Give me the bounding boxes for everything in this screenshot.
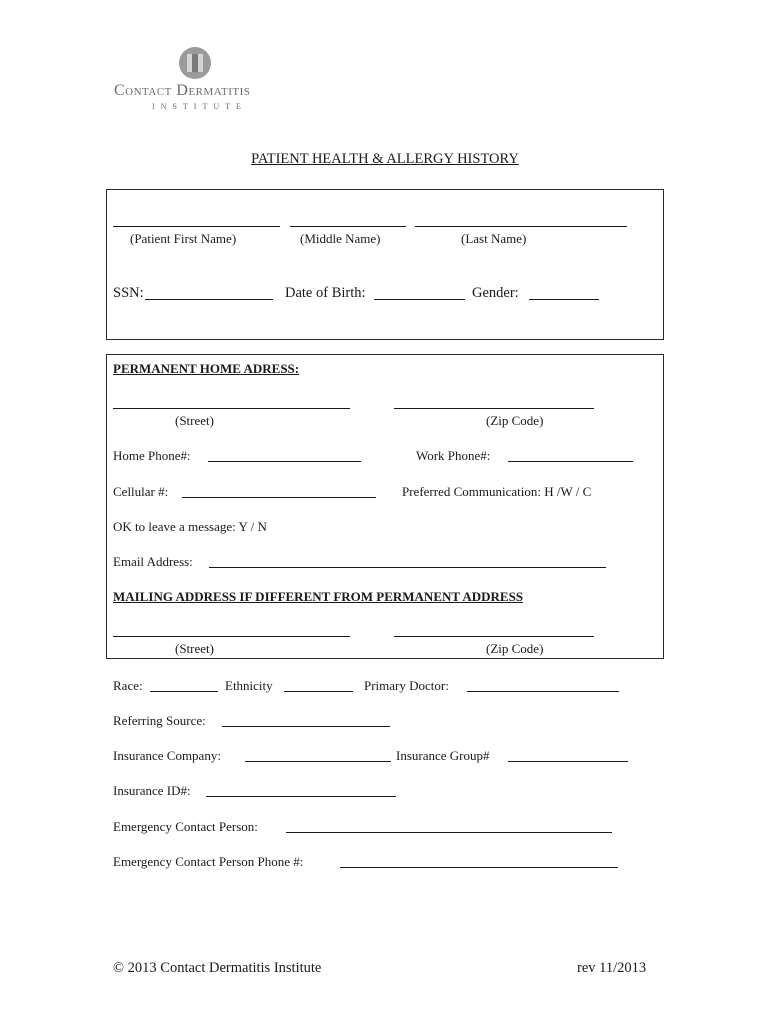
home-address-box [106, 354, 664, 659]
patient-info-box [106, 189, 664, 340]
email-field[interactable] [209, 567, 606, 568]
emergency-contact-field[interactable] [286, 832, 612, 833]
insurance-group-label: Insurance Group# [396, 748, 490, 763]
insurance-company-label: Insurance Company: [113, 748, 221, 763]
middle-name-field[interactable] [290, 226, 406, 227]
last-name-field[interactable] [415, 226, 627, 227]
email-label: Email Address: [113, 554, 193, 569]
ssn-field[interactable] [145, 299, 273, 300]
mailing-address-header: MAILING ADDRESS IF DIFFERENT FROM PERMANENT ADDRESS [113, 589, 524, 604]
gender-field[interactable] [529, 299, 599, 300]
insurance-id-field[interactable] [206, 796, 396, 797]
dob-field[interactable] [374, 299, 465, 300]
street-label: (Street) [175, 413, 214, 428]
referring-source-field[interactable] [222, 726, 390, 727]
home-address-header: PERMANENT HOME ADRESS: [113, 361, 300, 376]
footer-copyright: © 2013 Contact Dermatitis Institute [113, 960, 322, 976]
footer-revision: rev 11/2013 [577, 960, 647, 976]
work-phone-label: Work Phone#: [416, 448, 491, 463]
emergency-phone-field[interactable] [340, 867, 618, 868]
referring-source-label: Referring Source: [113, 713, 206, 728]
page-title: PATIENT HEALTH & ALLERGY HISTORY [251, 151, 519, 167]
work-phone-field[interactable] [508, 461, 633, 462]
insurance-group-field[interactable] [508, 761, 628, 762]
cellular-label: Cellular #: [113, 484, 169, 499]
race-label: Race: [113, 678, 143, 693]
insurance-company-field[interactable] [245, 761, 391, 762]
zip-field[interactable] [394, 408, 594, 409]
cellular-field[interactable] [182, 497, 376, 498]
emergency-contact-label: Emergency Contact Person: [113, 819, 258, 834]
primary-doctor-label: Primary Doctor: [364, 678, 449, 693]
first-name-label: (Patient First Name) [130, 231, 237, 246]
mailing-street-label: (Street) [175, 641, 214, 656]
primary-doctor-field[interactable] [467, 691, 619, 692]
street-field[interactable] [113, 408, 350, 409]
home-phone-field[interactable] [208, 461, 361, 462]
ethnicity-field[interactable] [284, 691, 353, 692]
ethnicity-label: Ethnicity [225, 678, 273, 693]
logo [108, 44, 280, 116]
zip-label: (Zip Code) [486, 413, 544, 428]
gender-label: Gender: [472, 285, 519, 301]
mailing-zip-label: (Zip Code) [486, 641, 544, 656]
ssn-label: SSN: [113, 285, 144, 301]
emergency-phone-label: Emergency Contact Person Phone #: [113, 854, 304, 869]
mailing-zip-field[interactable] [394, 636, 594, 637]
logo-sub: INSTITUTE [152, 102, 247, 111]
race-field[interactable] [150, 691, 218, 692]
mailing-street-field[interactable] [113, 636, 350, 637]
ok-message-label: OK to leave a message: Y / N [113, 519, 267, 534]
logo-mark-icon [178, 46, 212, 80]
last-name-label: (Last Name) [461, 231, 527, 246]
logo-name: Contact Dermatitis [114, 82, 251, 99]
insurance-id-label: Insurance ID#: [113, 783, 191, 798]
dob-label: Date of Birth: [285, 285, 366, 301]
home-phone-label: Home Phone#: [113, 448, 191, 463]
preferred-communication-label: Preferred Communication: H /W / C [402, 484, 592, 499]
middle-name-label: (Middle Name) [300, 231, 381, 246]
first-name-field[interactable] [113, 226, 280, 227]
